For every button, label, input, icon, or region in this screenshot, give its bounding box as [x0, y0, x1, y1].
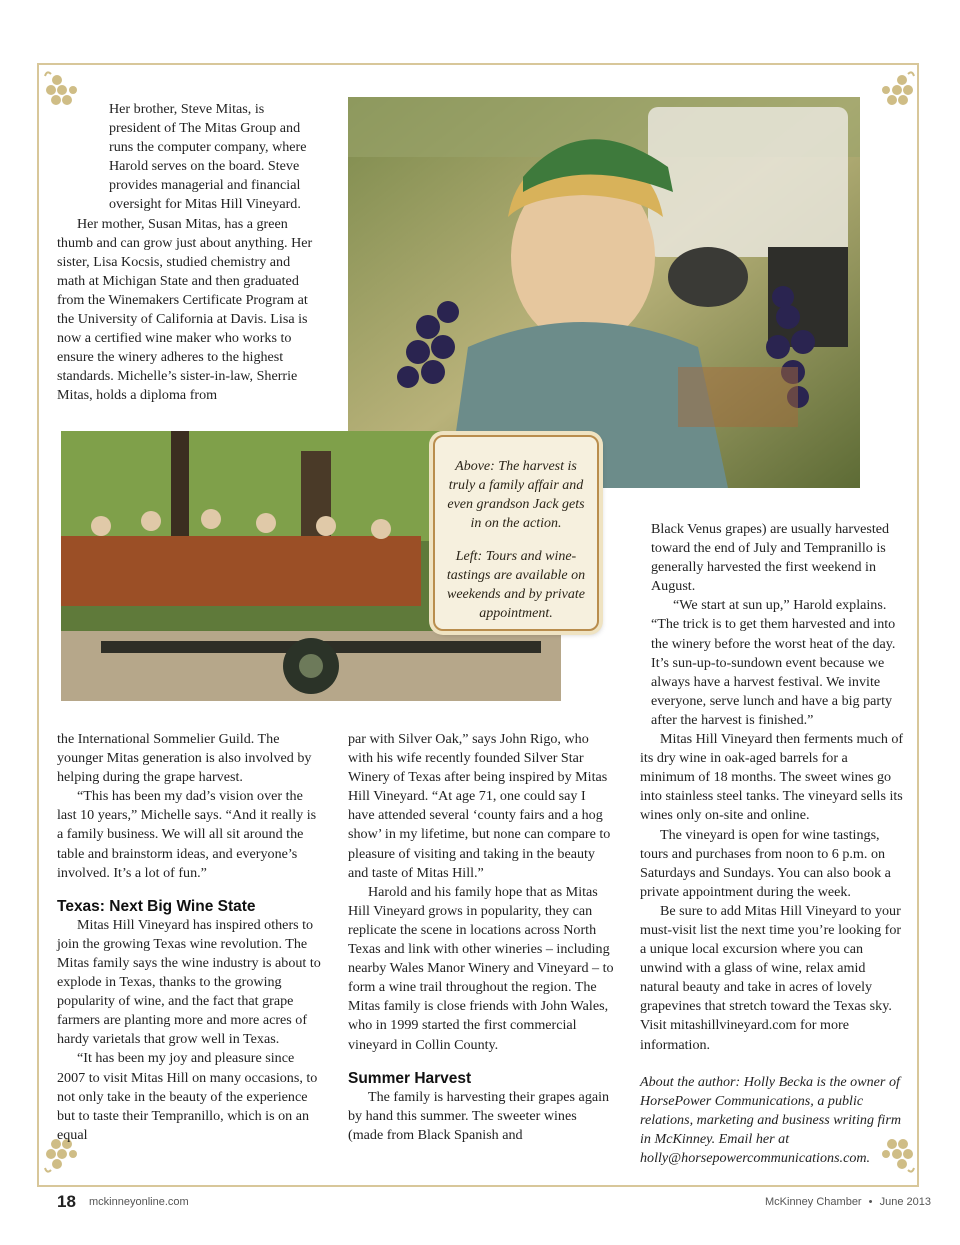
column-2 — [348, 730, 614, 1145]
footer-publication-name: McKinney Chamber — [765, 1196, 862, 1208]
page-number: 18 — [57, 1192, 76, 1211]
paragraph: “This has been my dad’s vision over the last 10 years,” Michelle says. “And it really is a family business. We will all sit around the table and brainstorm ideas, and everyone’s involved. It’s a lot of fun.” — [57, 788, 317, 881]
paragraph: the International Sommelier Guild. The younger Mitas generation is also involved by helping during the grape harvest. — [57, 731, 312, 786]
harvest-boy-photo — [348, 97, 860, 488]
caption-above: Above: The harvest is truly a family affair and even grandson Jack gets in on the action. — [447, 459, 585, 531]
paragraph: Harold and his family hope that as Mitas Hill Vineyard grows in popularity, they can replicate the scene in locations across North Texas and link with other wineries – including nearby Wales Manor Winery and Vineyard – to form a wine trail throughout the region. The Mitas family is close friends with John Wales, who in 1999 started the first commercial vineyard in Collin County. — [348, 883, 614, 1053]
grape-ornament-icon — [872, 70, 916, 114]
column-1-bottom — [57, 730, 321, 1145]
paragraph: The vineyard is open for wine tastings, tours and purchases from noon to 6 p.m. on Saturdays and Sundays. You can also book a private appointment during the week. — [640, 826, 891, 900]
paragraph: par with Silver Oak,” says John Rigo, who with his wife recently founded Silver Star Winery of Texas after being inspired by Mitas Hill Vineyard. “At age 71, one could say I have attended several ‘county fairs and a hog show’ in my lifetime, but none can compare to pleasure of visiting and taking in the beauty and taste of Mitas Hill.” — [348, 731, 611, 881]
caption-left: Left: Tours and wine-tastings are available on weekends and by private appointment. — [446, 549, 586, 621]
paragraph: Be sure to add Mitas Hill Vineyard to your must-visit list the next time you’re looking for a unique local excursion where you can unwind with a glass of wine, relax amid natural beauty and take in acres of lovely grapevines that stretch toward the Texas sky. Visit mitashillvineyard.com for more information. — [640, 902, 902, 1053]
paragraph: Mitas Hill Vineyard then ferments much of its dry wine in oak-aged barrels for a minimum of 18 months. The sweet wines go into stainless steel tanks. The vineyard sells its wines only on-site and online. — [640, 731, 904, 824]
paragraph: Black Venus grapes) are usually harvested toward the end of July and Tempranillo is generally harvested the first weekend in August. — [651, 521, 890, 595]
column-1-top — [57, 100, 319, 406]
photo-caption-box — [433, 435, 599, 631]
paragraph: Her brother, Steve Mitas, is president of The Mitas Group and runs the computer company, where Harold serves on the board. Steve provides managerial and financial oversight for Mitas Hill Vineyard. — [109, 101, 307, 213]
paragraph: “We start at sun up,” Harold explains. “The trick is to get them harvested and into the winery before the worst heat of the day. It’s sun-up-to-sundown event because we always have a harvest festival. We invite everyone, serve lunch and have a big party after the harvest is finished.” — [651, 597, 896, 728]
paragraph: Mitas Hill Vineyard has inspired others to join the growing Texas wine revolution. The Mitas family says the wine industry is about to explode in Texas, thanks to the growing popularity of wine, and the fact that grape farmers are planting more and more acres of hardy varietals that grow well in Texas. — [57, 916, 321, 1048]
section-heading: Summer Harvest — [348, 1069, 472, 1087]
footer-issue: June 2013 — [879, 1196, 931, 1208]
footer-bullet: • — [868, 1196, 873, 1208]
paragraph: “It has been my joy and pleasure since 2007 to visit Mitas Hill on many occasions, to not only take in the beauty of the experience but to taste their Tempranillo, which is on an equal — [57, 1050, 318, 1143]
paragraph: Her mother, Susan Mitas, has a green thumb and can grow just about anything. Her sister, Lisa Kocsis, studied chemistry and math at Michigan State and then graduated from the Winemakers Certificate Program at the University of California at Davis. Lisa is now a certified wine maker who works to ensure the winery adheres to the highest standards. Michelle’s sister-in-law, Sherrie Mitas, holds a diploma from — [57, 215, 313, 404]
author-note: About the author: Holly Becka is the owner of HorsePower Communications, a public relations, marketing and business writing firm in McKinney. Email her at holly@horsepowercommunications.com. — [640, 1073, 902, 1166]
column-3 — [640, 520, 904, 1168]
section-heading: Texas: Next Big Wine State — [57, 897, 256, 915]
paragraph: The family is harvesting their grapes again by hand this summer. The sweeter wines (made from Black Spanish and — [348, 1088, 610, 1143]
footer-publication — [765, 1196, 931, 1208]
footer-site[interactable]: mckinneyonline.com — [89, 1196, 189, 1208]
